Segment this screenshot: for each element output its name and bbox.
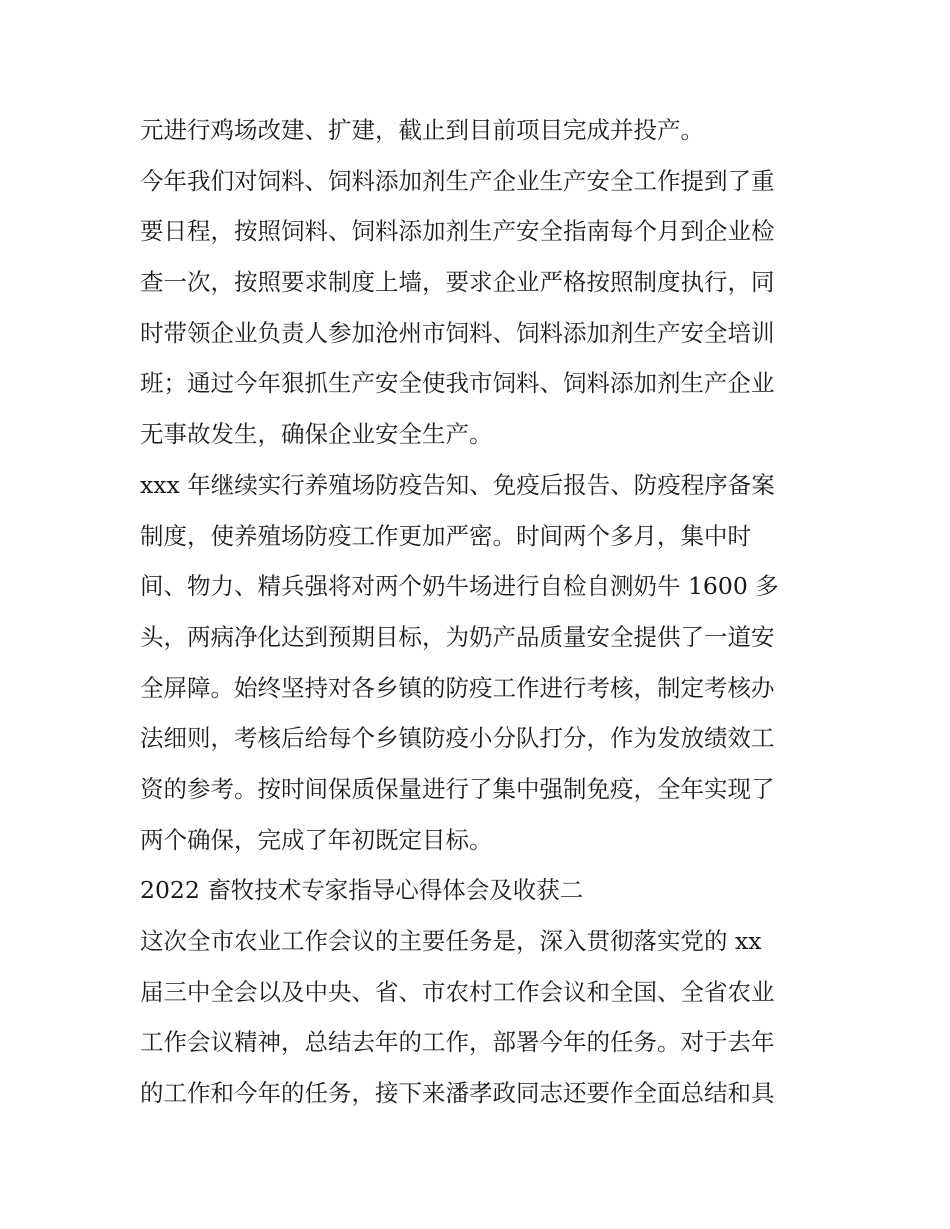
text-line: 这次全市农业工作会议的主要任务是，深入贯彻落实党的 xx [140,927,762,955]
text-line: 时带领企业负责人参加沧州市饲料、饲料添加剂生产安全培训 [140,318,775,347]
text-line: 查一次，按照要求制度上墙，要求企业严格按照制度执行，同 [140,268,775,297]
text-line: 法细则，考核后给每个乡镇防疫小分队打分，作为发放绩效工 [140,724,775,753]
text-line: 班；通过今年狠抓生产安全使我市饲料、饲料添加剂生产企业 [140,369,775,398]
text-line: 两个确保，完成了年初既定目标。 [140,825,493,854]
text-line: 全屏障。始终坚持对各乡镇的防疫工作进行考核，制定考核办 [140,673,775,702]
section-heading: 2022 畜牧技术专家指导心得体会及收获二 [140,876,584,905]
text-line: 要日程，按照饲料、饲料添加剂生产安全指南每个月到企业检 [140,217,775,246]
text-line: 工作会议精神，总结去年的工作，部署今年的任务。对于去年 [140,1028,775,1057]
text-line: 届三中全会以及中央、省、市农村工作会议和全国、全省农业 [140,977,775,1006]
text-line: 无事故发生，确保企业安全生产。 [140,420,493,449]
text-line: 间、物力、精兵强将对两个奶牛场进行自检自测奶牛 1600 多 [140,572,779,601]
text-line: 资的参考。按时间保质保量进行了集中强制免疫，全年实现了 [140,774,775,803]
text-line: 元进行鸡场改建、扩建，截止到目前项目完成并投产。 [140,116,704,144]
text-line: 头，两病净化达到预期目标，为奶产品质量安全提供了一道安 [140,622,775,651]
text-line: 今年我们对饲料、饲料添加剂生产企业生产安全工作提到了重 [140,166,775,195]
text-line: 的工作和今年的任务，接下来潘孝政同志还要作全面总结和具 [140,1079,775,1108]
text-line: 制度，使养殖场防疫工作更加严密。时间两个多月，集中时 [140,521,751,550]
text-line: xxx 年继续实行养殖场防疫告知、免疫后报告、防疫程序备案 [140,470,775,499]
document-body [140,105,820,1119]
